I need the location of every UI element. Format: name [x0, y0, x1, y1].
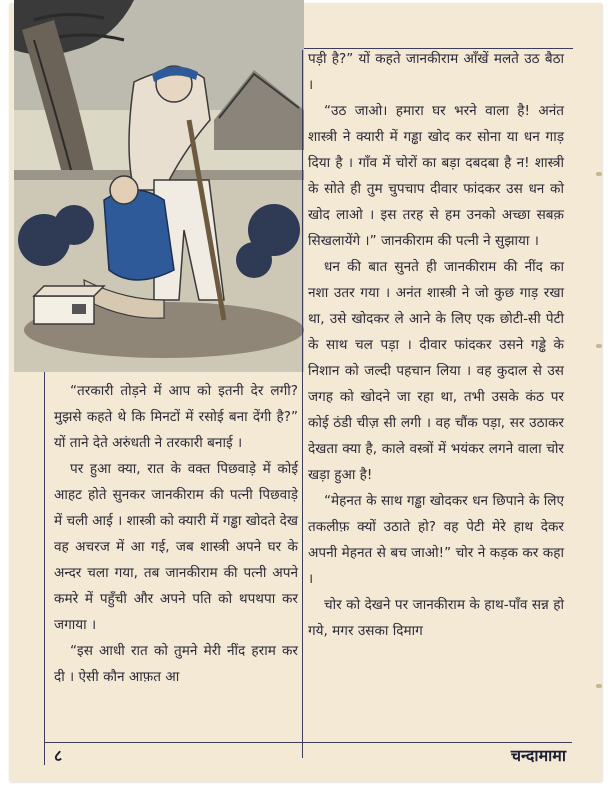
story-paragraph: चोर को देखने पर जानकीराम के हाथ-पाँव सन्न हो गये, मगर उसका दिमाग	[308, 597, 564, 639]
right-text-column	[308, 46, 564, 644]
page-edge-mark	[596, 684, 602, 688]
page-number: ८	[54, 746, 63, 765]
magazine-name: चन्दामामा	[510, 746, 566, 765]
story-paragraph: पर हुआ क्या, रात के वक्त पिछवाड़े में कोई आहट होते सुनकर जानकीराम की पत्नी पिछवाड़े में चली आई । शास्त्री को क्यारी में गड्ढा खोदते देख वह अचरज में आ गई, जब शास्त्री अपने घर के अन्दर चला गया, तब जानकीराम की पत्नी अपने कमरे में पहुँची और अपने पति को थपथपा कर जगाया ।	[54, 461, 298, 633]
story-paragraph: धन की बात सुनते ही जानकीराम की नींद का नशा उतर गया । अनंत शास्त्री ने जो कुछ गाड़ रखा था, उसे खोदकर ले आने के लिए एक छोटी-सी पेटी के साथ चल पड़ा । दीवार फांदकर उसने गड्ढे के निशान को जल्दी पहचान लिया । वह कुदाल से उस जगह को खोदने जा रहा था, तभी उसके कंठ पर कोई ठंडी चीज़ सी लगी । वह चौंक पड़ा, सर उठाकर देखता क्या है, काले वस्त्रों में भयंकर लगने वाला चोर खड़ा हुआ है!	[308, 259, 564, 483]
illustration-drawing	[14, 0, 304, 372]
story-paragraph: पड़ी है?” यों कहते जानकीराम आँखें मलते उठ बैठा ।	[308, 51, 564, 93]
story-paragraph: “मेहनत के साथ गड्ढा खोदकर धन छिपाने के लिए तकलीफ़ क्यों उठाते हो? वह पेटी मेरे हाथ देकर अपनी मेहनत से बच जाओ!” चोर ने कड़क कर कहा ।	[308, 493, 564, 587]
story-paragraph: “इस आधी रात को तुमने मेरी नींद हराम कर दी । ऐसी कौन आफ़त आ	[54, 643, 298, 685]
story-illustration	[14, 0, 304, 372]
footer-rule	[44, 742, 572, 743]
page-edge-mark	[596, 172, 602, 176]
story-paragraph: “तरकारी तोड़ने में आप को इतनी देर लगी? मुझसे कहते थे कि मिनटों में रसोई बना देंगी है?” यों ताने देते अरुंधती ने तरकारी बनाई ।	[54, 383, 298, 451]
story-paragraph: “उठ जाओ। हमारा घर भरने वाला है! अनंत शास्त्री ने क्यारी में गड्ढा खोद कर सोना या धन गाड़ दिया है । गाँव में चोरों का बड़ा दबदबा है न! शास्त्री के सोते ही तुम चुपचाप दीवार फांदकर उस धन को खोद लाओ । इस तरह से हम उनको अच्छा सबक़ सिखलायेंगे ।” जानकीराम की पत्नी ने सुझाया ।	[308, 103, 564, 249]
left-text-column	[54, 378, 298, 690]
page-edge-mark	[596, 344, 602, 348]
column-divider	[302, 50, 303, 758]
